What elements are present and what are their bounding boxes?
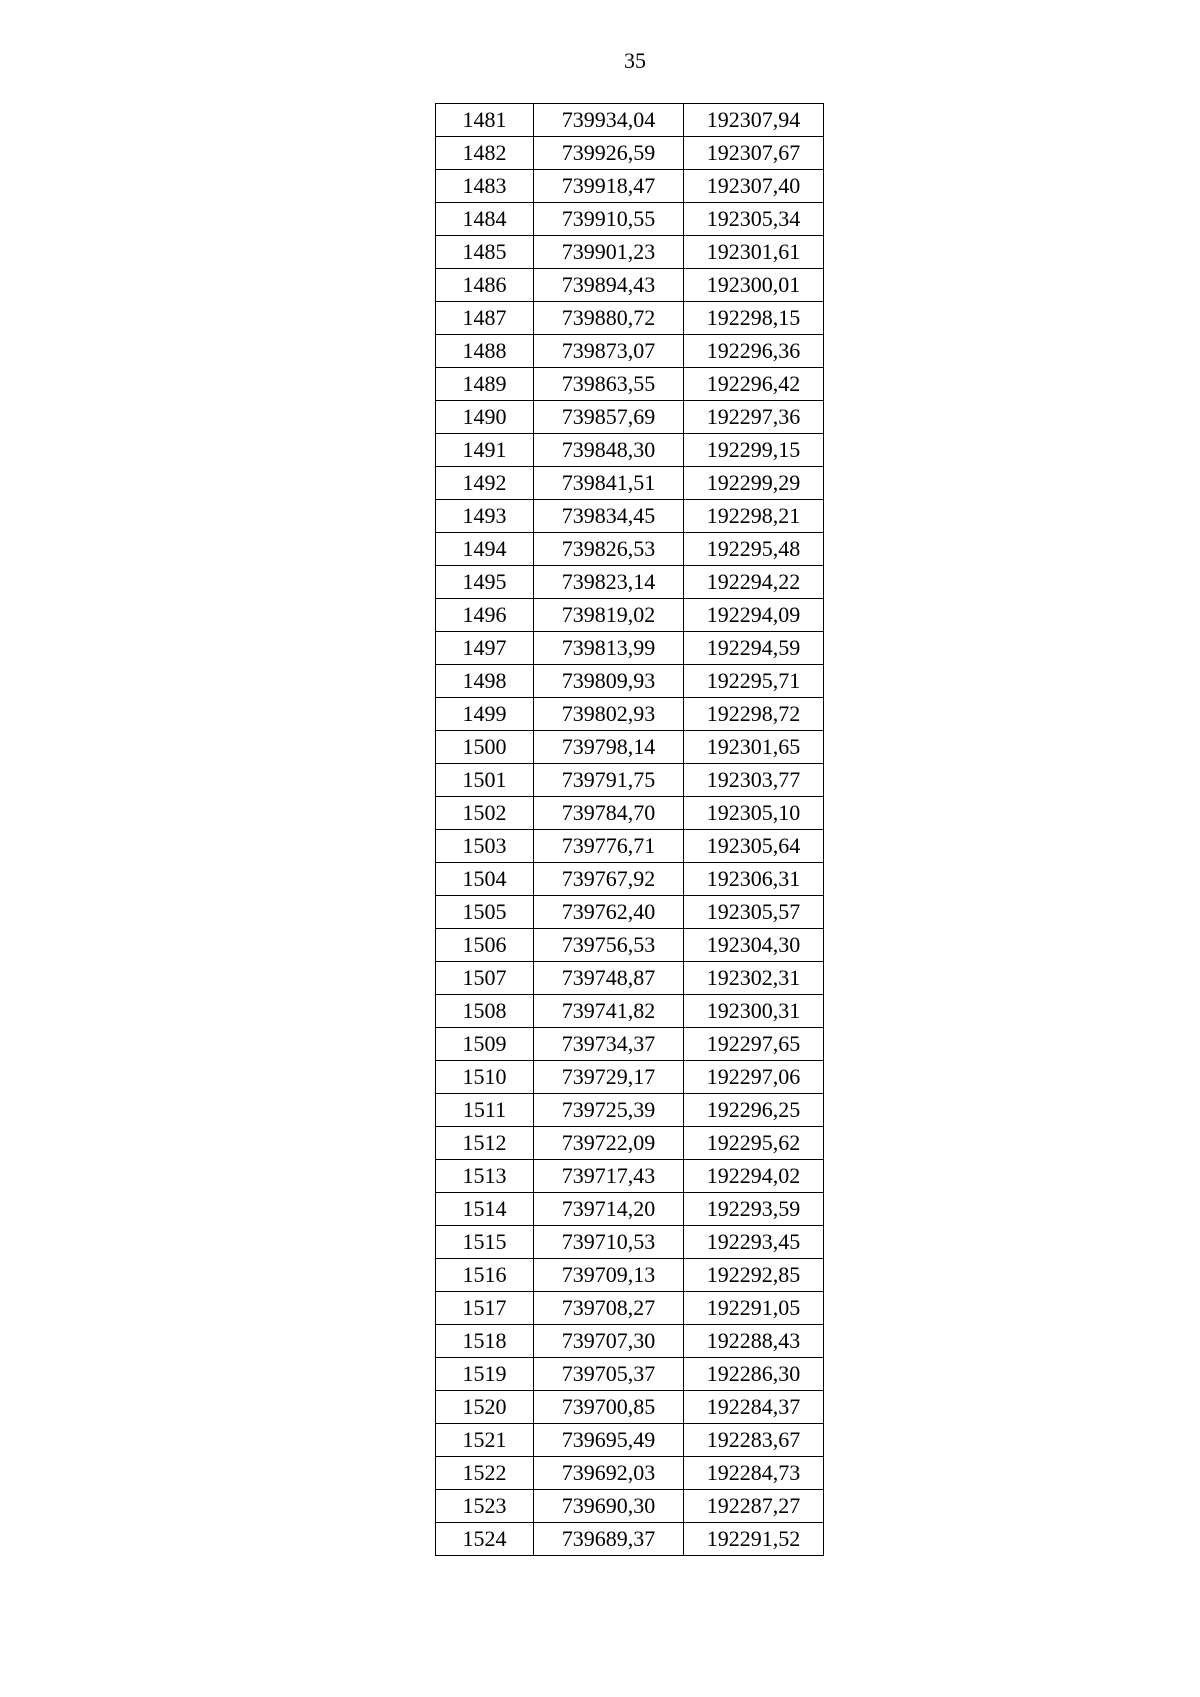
point-number-cell: 1483 [436,170,534,203]
point-number-cell: 1493 [436,500,534,533]
y-coordinate-cell: 192293,45 [684,1226,824,1259]
table-row [436,698,824,731]
y-coordinate-cell: 192305,64 [684,830,824,863]
point-number-cell: 1512 [436,1127,534,1160]
x-coordinate-cell: 739926,59 [534,137,684,170]
x-coordinate-cell: 739823,14 [534,566,684,599]
table-row [436,467,824,500]
table-row [436,401,824,434]
x-coordinate-cell: 739813,99 [534,632,684,665]
x-coordinate-cell: 739695,49 [534,1424,684,1457]
x-coordinate-cell: 739834,45 [534,500,684,533]
point-number-cell: 1517 [436,1292,534,1325]
table-row [436,1028,824,1061]
x-coordinate-cell: 739714,20 [534,1193,684,1226]
point-number-cell: 1508 [436,995,534,1028]
y-coordinate-cell: 192284,73 [684,1457,824,1490]
table-row [436,1193,824,1226]
x-coordinate-cell: 739791,75 [534,764,684,797]
point-number-cell: 1507 [436,962,534,995]
x-coordinate-cell: 739734,37 [534,1028,684,1061]
x-coordinate-cell: 739709,13 [534,1259,684,1292]
point-number-cell: 1503 [436,830,534,863]
table-row [436,632,824,665]
x-coordinate-cell: 739710,53 [534,1226,684,1259]
table-row [436,434,824,467]
point-number-cell: 1489 [436,368,534,401]
x-coordinate-cell: 739848,30 [534,434,684,467]
table-row [436,962,824,995]
table-row [436,236,824,269]
x-coordinate-cell: 739700,85 [534,1391,684,1424]
point-number-cell: 1494 [436,533,534,566]
y-coordinate-cell: 192294,59 [684,632,824,665]
x-coordinate-cell: 739784,70 [534,797,684,830]
table-row [436,1061,824,1094]
page-number: 35 [624,48,646,73]
y-coordinate-cell: 192299,15 [684,434,824,467]
point-number-cell: 1513 [436,1160,534,1193]
y-coordinate-cell: 192294,22 [684,566,824,599]
point-number-cell: 1482 [436,137,534,170]
x-coordinate-cell: 739857,69 [534,401,684,434]
y-coordinate-cell: 192306,31 [684,863,824,896]
table-row [436,170,824,203]
table-row [436,566,824,599]
point-number-cell: 1511 [436,1094,534,1127]
table-row [436,995,824,1028]
point-number-cell: 1484 [436,203,534,236]
point-number-cell: 1496 [436,599,534,632]
table-row [436,1325,824,1358]
point-number-cell: 1499 [436,698,534,731]
point-number-cell: 1495 [436,566,534,599]
y-coordinate-cell: 192301,61 [684,236,824,269]
x-coordinate-cell: 739901,23 [534,236,684,269]
point-number-cell: 1522 [436,1457,534,1490]
point-number-cell: 1481 [436,104,534,137]
x-coordinate-cell: 739767,92 [534,863,684,896]
table-row [436,797,824,830]
x-coordinate-cell: 739798,14 [534,731,684,764]
table-row [436,599,824,632]
table-row [436,830,824,863]
y-coordinate-cell: 192291,52 [684,1523,824,1556]
x-coordinate-cell: 739707,30 [534,1325,684,1358]
point-number-cell: 1504 [436,863,534,896]
y-coordinate-cell: 192295,48 [684,533,824,566]
x-coordinate-cell: 739717,43 [534,1160,684,1193]
x-coordinate-cell: 739722,09 [534,1127,684,1160]
x-coordinate-cell: 739802,93 [534,698,684,731]
point-number-cell: 1501 [436,764,534,797]
x-coordinate-cell: 739705,37 [534,1358,684,1391]
table-row [436,269,824,302]
table-row [436,1292,824,1325]
x-coordinate-cell: 739689,37 [534,1523,684,1556]
point-number-cell: 1518 [436,1325,534,1358]
x-coordinate-cell: 739819,02 [534,599,684,632]
table-row [436,1358,824,1391]
table-row [436,1259,824,1292]
point-number-cell: 1500 [436,731,534,764]
y-coordinate-cell: 192294,09 [684,599,824,632]
point-number-cell: 1521 [436,1424,534,1457]
x-coordinate-cell: 739741,82 [534,995,684,1028]
table-row [436,1490,824,1523]
y-coordinate-cell: 192307,40 [684,170,824,203]
y-coordinate-cell: 192305,34 [684,203,824,236]
table-row [436,764,824,797]
x-coordinate-cell: 739729,17 [534,1061,684,1094]
table-row [436,1160,824,1193]
y-coordinate-cell: 192297,65 [684,1028,824,1061]
y-coordinate-cell: 192300,01 [684,269,824,302]
x-coordinate-cell: 739725,39 [534,1094,684,1127]
table-row [436,1226,824,1259]
point-number-cell: 1505 [436,896,534,929]
table-row [436,302,824,335]
coordinates-table-body [436,104,824,1556]
x-coordinate-cell: 739894,43 [534,269,684,302]
table-row [436,863,824,896]
table-row [436,1127,824,1160]
y-coordinate-cell: 192304,30 [684,929,824,962]
y-coordinate-cell: 192298,15 [684,302,824,335]
x-coordinate-cell: 739690,30 [534,1490,684,1523]
table-row [436,137,824,170]
x-coordinate-cell: 739863,55 [534,368,684,401]
point-number-cell: 1487 [436,302,534,335]
y-coordinate-cell: 192296,36 [684,335,824,368]
table-row [436,1424,824,1457]
table-row [436,896,824,929]
point-number-cell: 1516 [436,1259,534,1292]
point-number-cell: 1524 [436,1523,534,1556]
point-number-cell: 1515 [436,1226,534,1259]
y-coordinate-cell: 192305,10 [684,797,824,830]
y-coordinate-cell: 192303,77 [684,764,824,797]
y-coordinate-cell: 192297,06 [684,1061,824,1094]
x-coordinate-cell: 739809,93 [534,665,684,698]
x-coordinate-cell: 739841,51 [534,467,684,500]
y-coordinate-cell: 192294,02 [684,1160,824,1193]
y-coordinate-cell: 192291,05 [684,1292,824,1325]
x-coordinate-cell: 739762,40 [534,896,684,929]
x-coordinate-cell: 739873,07 [534,335,684,368]
x-coordinate-cell: 739826,53 [534,533,684,566]
coordinates-table [435,103,824,1556]
point-number-cell: 1490 [436,401,534,434]
point-number-cell: 1506 [436,929,534,962]
y-coordinate-cell: 192298,21 [684,500,824,533]
table-row [436,203,824,236]
y-coordinate-cell: 192307,67 [684,137,824,170]
point-number-cell: 1491 [436,434,534,467]
table-row [436,731,824,764]
point-number-cell: 1509 [436,1028,534,1061]
y-coordinate-cell: 192297,36 [684,401,824,434]
y-coordinate-cell: 192296,42 [684,368,824,401]
x-coordinate-cell: 739748,87 [534,962,684,995]
y-coordinate-cell: 192295,62 [684,1127,824,1160]
y-coordinate-cell: 192287,27 [684,1490,824,1523]
table-row [436,665,824,698]
table-row [436,929,824,962]
table-row [436,500,824,533]
table-row [436,1457,824,1490]
point-number-cell: 1502 [436,797,534,830]
point-number-cell: 1485 [436,236,534,269]
y-coordinate-cell: 192284,37 [684,1391,824,1424]
y-coordinate-cell: 192283,67 [684,1424,824,1457]
point-number-cell: 1514 [436,1193,534,1226]
table-row [436,1523,824,1556]
x-coordinate-cell: 739756,53 [534,929,684,962]
point-number-cell: 1510 [436,1061,534,1094]
x-coordinate-cell: 739910,55 [534,203,684,236]
table-row [436,335,824,368]
point-number-cell: 1486 [436,269,534,302]
table-row [436,1391,824,1424]
point-number-cell: 1520 [436,1391,534,1424]
y-coordinate-cell: 192302,31 [684,962,824,995]
point-number-cell: 1498 [436,665,534,698]
x-coordinate-cell: 739776,71 [534,830,684,863]
y-coordinate-cell: 192307,94 [684,104,824,137]
y-coordinate-cell: 192296,25 [684,1094,824,1127]
y-coordinate-cell: 192292,85 [684,1259,824,1292]
x-coordinate-cell: 739708,27 [534,1292,684,1325]
x-coordinate-cell: 739692,03 [534,1457,684,1490]
y-coordinate-cell: 192286,30 [684,1358,824,1391]
y-coordinate-cell: 192300,31 [684,995,824,1028]
y-coordinate-cell: 192298,72 [684,698,824,731]
table-row [436,368,824,401]
x-coordinate-cell: 739918,47 [534,170,684,203]
table-row [436,1094,824,1127]
point-number-cell: 1488 [436,335,534,368]
y-coordinate-cell: 192295,71 [684,665,824,698]
y-coordinate-cell: 192293,59 [684,1193,824,1226]
table-row [436,104,824,137]
point-number-cell: 1492 [436,467,534,500]
point-number-cell: 1519 [436,1358,534,1391]
table-row [436,533,824,566]
y-coordinate-cell: 192288,43 [684,1325,824,1358]
y-coordinate-cell: 192301,65 [684,731,824,764]
x-coordinate-cell: 739934,04 [534,104,684,137]
point-number-cell: 1523 [436,1490,534,1523]
y-coordinate-cell: 192299,29 [684,467,824,500]
x-coordinate-cell: 739880,72 [534,302,684,335]
y-coordinate-cell: 192305,57 [684,896,824,929]
point-number-cell: 1497 [436,632,534,665]
